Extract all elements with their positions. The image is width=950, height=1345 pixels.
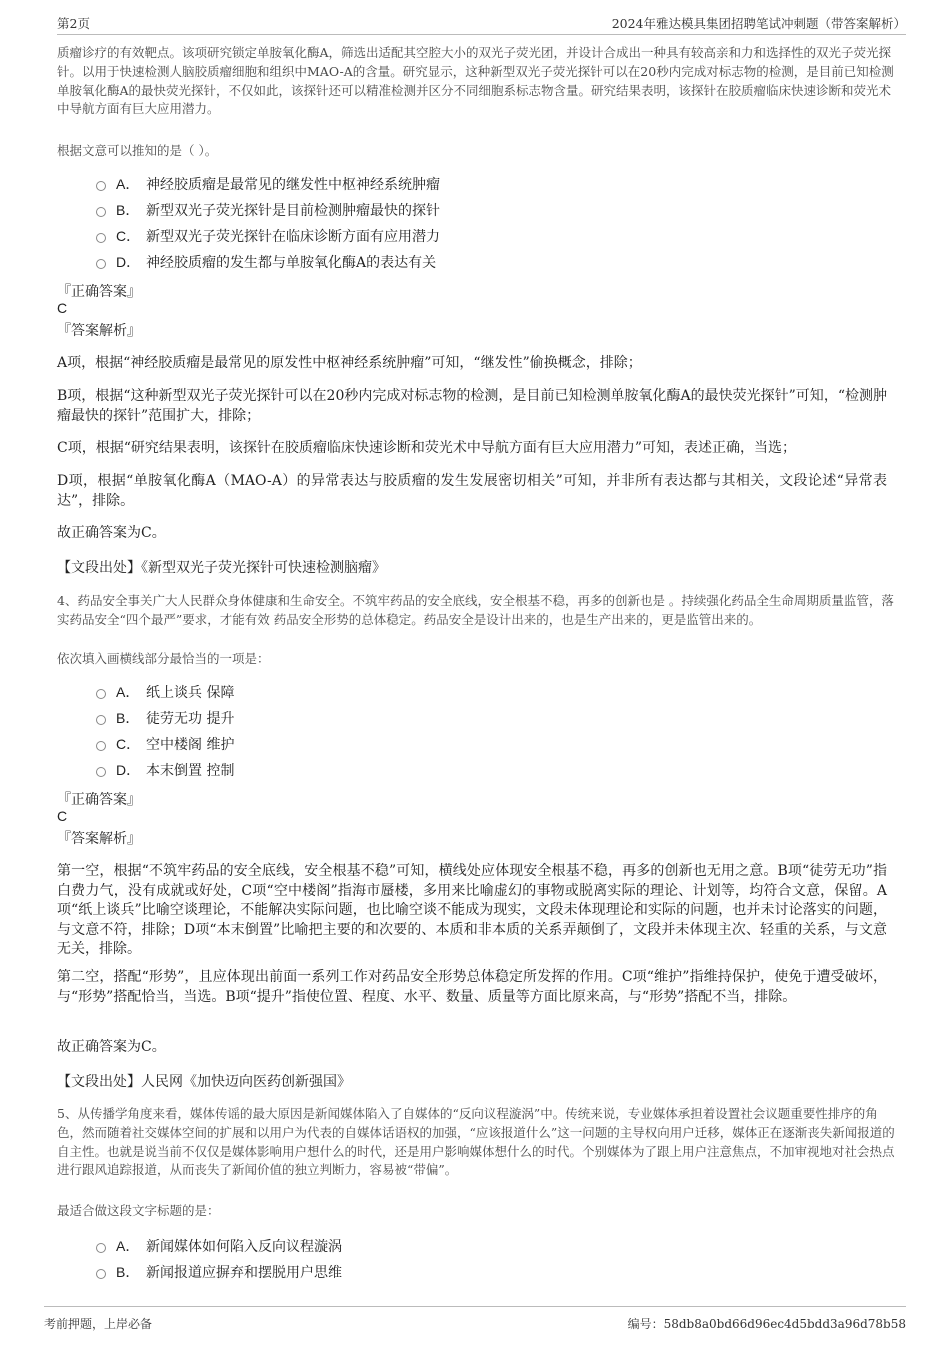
q5-prompt: 最适合做这段文字标题的是： bbox=[57, 1203, 220, 1218]
code-label: 编号： bbox=[627, 1317, 664, 1331]
q4-option-b[interactable]: B． 徒劳无功 提升 bbox=[96, 707, 234, 729]
q4-analysis-label: 『答案解析』 bbox=[57, 831, 141, 847]
q3-correct-label: 『正确答案』 bbox=[57, 284, 141, 300]
q3-passage: 质瘤诊疗的有效靶点。该项研究锁定单胺氧化酶A，筛选出适配其空腔大小的双光子荧光团，并设计合成出一种具有较高亲和力和选择性的双光子荧光探针。以用于快速检测人脑胶质瘤细胞和组织中MAO-A的含量。研究显示，这种新型双光子荧光探针可以在20秒内完成对标志物的检测，是目前已知检测单胺氧化酶A的最快荧光探针，不仅如此，该探针还可以精准检测并区分不同细胞系标志物含量。研究结果表明，该探针在胶质瘤临床快速诊断和荧光术中导航方面有巨大应用潜力。 bbox=[57, 45, 894, 117]
q3-option-d[interactable]: D． 神经胶质瘤的发生都与单胺氧化酶A的表达有关 bbox=[96, 251, 436, 273]
radio-icon[interactable] bbox=[96, 689, 106, 699]
q4-option-d[interactable]: D． 本末倒置 控制 bbox=[96, 759, 234, 781]
q3-option-b[interactable]: B． 新型双光子荧光探针是目前检测肿瘤最快的探针 bbox=[96, 199, 440, 221]
q4-analysis-blank2: 第二空，搭配“形势”，且应体现出前面一系列工作对药品安全形势总体稳定所发挥的作用。C项“维护”指维持保护，使免于遭受破坏，与“形势”搭配恰当，当选。B项“提升”指使位置、程度、水平、数量、质量等方面比原来高，与“形势”搭配不当，排除。 bbox=[57, 969, 887, 1005]
q3-correct-answer: C bbox=[57, 300, 68, 316]
q3-analysis-d: D项，根据“单胺氧化酶A（MAO-A）的异常表达与胶质瘤的发生发展密切相关”可知，并非所有表达都与其相关，文段论述“异常表达”，排除。 bbox=[57, 473, 887, 509]
radio-icon[interactable] bbox=[96, 1243, 106, 1253]
document-code bbox=[628, 1315, 906, 1332]
q4-prompt: 依次填入画横线部分最恰当的一项是： bbox=[57, 651, 270, 666]
q3-analysis-b: B项，根据“这种新型双光子荧光探针可以在20秒内完成对标志物的检测，是目前已知检测单胺氧化酶A的最快荧光探针”可知，“检测肿瘤最快的探针”范围扩大，排除； bbox=[57, 388, 887, 424]
q3-option-a[interactable]: A． 神经胶质瘤是最常见的继发性中枢神经系统肿瘤 bbox=[96, 173, 440, 195]
q3-analysis-a: A项，根据“神经胶质瘤是最常见的原发性中枢神经系统肿瘤”可知，“继发性”偷换概念，排除； bbox=[57, 355, 642, 371]
q3-option-c[interactable]: C． 新型双光子荧光探针在临床诊断方面有应用潜力 bbox=[96, 225, 440, 247]
radio-icon[interactable] bbox=[96, 207, 106, 217]
radio-icon[interactable] bbox=[96, 741, 106, 751]
q4-correct-answer: C bbox=[57, 808, 68, 824]
q3-analysis-conclusion: 故正确答案为C。 bbox=[57, 525, 166, 541]
q3-source: 【文段出处】《新型双光子荧光探针可快速检测脑瘤》 bbox=[57, 560, 386, 576]
q4-analysis-blank1: 第一空，根据“不筑牢药品的安全底线，安全根基不稳”可知，横线处应体现安全根基不稳，再多的创新也无用之意。B项“徒劳无功”指白费力气，没有成就或好处，C项“空中楼阁”指海市蜃楼，多用来比喻虚幻的事物或脱离实际的理论、计划等，均符合文意，保留。A项“纸上谈兵”比喻空谈理论，不能解决实际问题，也比喻空谈不能成为现实，文段未体现理论和实际的问题，也并未讨论落实的问题，与文意不符，排除；D项“本末倒置”比喻把主要的和次要的、本质和非本质的关系弄颠倒了，文段并未体现主次、轻重的关系，与文意无关，排除。 bbox=[57, 863, 887, 957]
q4-source: 【文段出处】人民网《加快迈向医药创新强国》 bbox=[57, 1074, 351, 1090]
radio-icon[interactable] bbox=[96, 233, 106, 243]
q4-analysis-conclusion: 故正确答案为C。 bbox=[57, 1039, 166, 1055]
q5-option-a[interactable]: A． 新闻媒体如何陷入反向议程漩涡 bbox=[96, 1235, 342, 1257]
document-title: 2024年雅达模具集团招聘笔试冲刺题（带答案解析） bbox=[611, 16, 906, 31]
radio-icon[interactable] bbox=[96, 715, 106, 725]
radio-icon[interactable] bbox=[96, 767, 106, 777]
q3-analysis-c: C项，根据“研究结果表明，该探针在胶质瘤临床快速诊断和荧光术中导航方面有巨大应用潜力”可知，表述正确，当选； bbox=[57, 440, 797, 456]
page-number: 第2页 bbox=[57, 16, 90, 31]
radio-icon[interactable] bbox=[96, 1269, 106, 1279]
radio-icon[interactable] bbox=[96, 259, 106, 269]
q5-passage: 5、从传播学角度来看，媒体传谣的最大原因是新闻媒体陷入了自媒体的“反向议程漩涡”中。传统来说，专业媒体承担着设置社会议题重要性排序的角色，然而随着社交媒体空间的扩展和以用户为代表的自媒体话语权的加强，“应该报道什么”这一问题的主导权向用户迁移，媒体正在逐渐丧失新闻报道的自主性。也就是说当前不仅仅是媒体影响用户想什么的时代，还是用户影响媒体想什么的时代。个别媒体为了跟上用户注意焦点，不加审视地对社会热点进行跟风追踪报道，从而丧失了新闻价值的独立判断力，容易被“带偏”。 bbox=[57, 1106, 895, 1178]
code-value: 58db8a0bd66d96ec4d5bdd3a96d78b58 bbox=[663, 1317, 906, 1331]
q4-option-a[interactable]: A． 纸上谈兵 保障 bbox=[96, 681, 234, 703]
q3-prompt: 根据文意可以推知的是（ ）。 bbox=[57, 143, 218, 158]
page-footer bbox=[44, 1306, 906, 1335]
page-header bbox=[57, 14, 906, 35]
q4-passage: 4、药品安全事关广大人民群众身体健康和生命安全。不筑牢药品的安全底线，安全根基不稳，再多的创新也是 。持续强化药品全生命周期质量监管，落实药品安全“四个最严”要求，才能有效 药品安全形势的总体稳定。药品安全是设计出来的，也是生产出来的，更是监管出来的。 bbox=[57, 593, 894, 627]
q3-analysis-label: 『答案解析』 bbox=[57, 323, 141, 339]
q5-option-b[interactable]: B． 新闻报道应摒弃和摆脱用户思维 bbox=[96, 1261, 342, 1283]
q4-option-c[interactable]: C． 空中楼阁 维护 bbox=[96, 733, 234, 755]
radio-icon[interactable] bbox=[96, 181, 106, 191]
q4-correct-label: 『正确答案』 bbox=[57, 792, 141, 808]
footer-slogan: 考前押题，上岸必备 bbox=[44, 1317, 153, 1331]
